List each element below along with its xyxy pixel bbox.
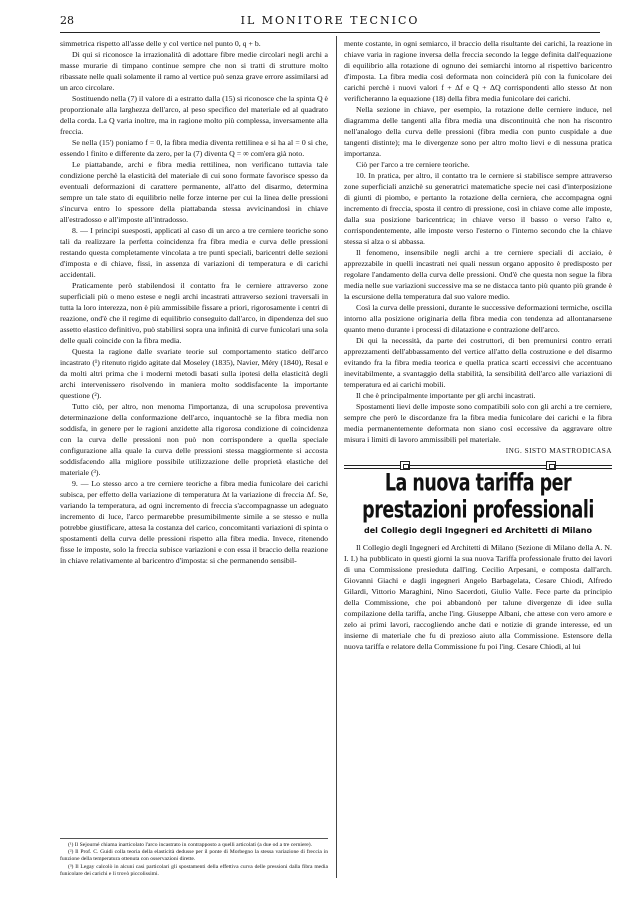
paragraph: Di qui la necessità, da parte dei costruttori, di ben premunirsi contro errati apprezzamenti dell'abbassamento del vertice all'atto della costruzione e del disarmo evitando fra la fibra media teorica e quella pratica scarti eccessivi che accentuano inevitabilmente, a svantaggio della stabilità, la sensibilità dell'arco alle variazioni di temperatura ed ai carichi mobili. xyxy=(344,336,612,389)
header-rule xyxy=(60,32,600,33)
paragraph: Le piattabande, archi e fibra media rettilinea, non verificano tuttavia tale condizione perchè la elasticità del materiale di cui sono formate favorisce spesso da eventuali deformazioni di carattere permanente, all'atto del disarmo, determina sempre un tale stato di equilibrio nelle forze interne per cui la linea delle pressioni s'incurva entro lo spessore della piattabanda stessa avvicinandosi in chiave all'estradosso e all'imposte all'intradosso. xyxy=(60,160,328,224)
paragraph: Se nella (15') poniamo f = 0, la fibra media diventa rettilinea e si ha al = 0 si che, essendo l finito e differente da zero, per la (7) diventa Q = ∞ com'era già noto. xyxy=(60,138,328,158)
paragraph: 9. — Lo stesso arco a tre cerniere teoriche a fibra media funicolare dei carichi subisca, per effetto della variazione di temperatura Δt la variazione di freccia Δf. Se, variando la temperatura, ad ogni incremento di freccia s'accompagnasse un adeguato incremento di luce, l'arco permarebbe presumibilmente simile a se stesso e nulla potrebbe giustificare, attesa la costanza del carico, concomitanti variazioni di spinta o spostamenti della curva delle pressioni rispetto alla fibra media. Invece, ritenendo fisse le imposte, solo la freccia subisce variazioni e con essa il braccio della reazione in chiave relativamente al baricentro d'imposta: si che permanendo sensibil- xyxy=(60,479,328,565)
paragraph: Questa la ragione dalle svariate teorie sul comportamento statico dell'arco incastrato (¹) ritenuto rigido agitate dal Moseley (1835), Navier, Méry (1840), Resal e da molti altri prima che i moderni metodi basati sulla ipotesi della elasticità degli archi intervenissero risolvendo in maniera molto soddisfacente la importante questione (²). xyxy=(60,347,328,400)
article-headline: La nuova tariffa per prestazioni professionali xyxy=(362,470,594,524)
paragraph: mente costante, in ogni semiarco, il braccio della risultante dei carichi, la reazione in chiave varia in ragione inversa della freccia secondo la legge definita dall'equazione di equilibrio alla rotazione di ognuno dei semiarchi intorno al rispettivo baricentro d'imposta. La fibra media così deformata non coinciderà più con la funicolare dei carichi perchè i nuovi valori f + Δf e Q + ΔQ corrispondenti allo stesso Δt non verificheranno la equazione (18) della fibra media funicolare dei carichi. xyxy=(344,39,612,103)
footnote: (²) Il Prof. C. Guidi colla teoria della elasticità dedusse per il ponte di Morbegno la stessa variazione di freccia in funzione della temperatura ottenuta con osservazioni dirette. xyxy=(60,849,328,863)
page-header xyxy=(60,14,600,32)
paragraph: Nella sezione in chiave, per esempio, la rotazione delle cerniere induce, nel diagramma delle tangenti alla fibra media una discontinuità che non ha riscontro nell'analogo della curva delle pressioni (fibra media con punto cuspidale a due tangenti distinte); ma le divergenze sono per altro molto lievi e di nessuna pratica importanza. xyxy=(344,105,612,158)
page-number: 28 xyxy=(60,14,74,27)
ornament-icon xyxy=(400,461,410,470)
right-column xyxy=(344,38,612,878)
footnote: (³) Il Legay calcolò in alcuni casi particolari gli spostamenti della effettiva curva delle pressioni dalla fibra media funicolare dei carichi e li trovò piccolissimi. xyxy=(60,863,328,877)
paragraph: Spostamenti lievi delle imposte sono compatibili solo con gli archi a tre cerniere, sempre che però le discordanze fra la fibra media funicolare dei carichi e la fibra media permanentemente deformata non siano così eccessive da aggravare oltre misura i limiti di lavoro ammissibili pel materiale. xyxy=(344,402,612,444)
article-body: Il Collegio degli Ingegneri ed Architetti di Milano (Sezione di Milano della A. N. I. I.) ha pubblicato in questi giorni la sua nuova Tariffa professionale frutto dei lavori di una Commissione presieduta dall'ing. Cecilio Arpesani, e composta dall'arch. Giovanni Giachi e dagli ingegneri Angelo Barbagelata, Cesare Chiodi, Alfredo Gilardi, Vittorio Maraghini, Nino Sacerdoti, Giulio Valle. Fece parte da principio della Commissione, che poi abbandonò per talune divergenze di idee sulla compilazione della tariffa, anche l'ing. Giuseppe Albani, che attese con vero amore e zelo ai primi lavori, raccogliendo anche dati e notizie di grande interesse, ed un insieme di materiale che fu di prezioso aiuto alla Commissione. Estensore della nuova tariffa e relatore della Commissione fu poi l'ing. Cesare Chiodi, al lui xyxy=(344,543,612,651)
paragraph: Il fenomeno, insensibile negli archi a tre cerniere speciali di acciaio, è apprezzabile in quelli incastrati nei quali nessun organo apposito è predisposto per regolare l'andamento della curva delle pressioni. Ond'è che questa non segue la fibra media nelle sue variazioni successive ma se ne distacca tanto più quanto più grande è la escursione della temperatura dal suo valore medio. xyxy=(344,248,612,301)
paragraph: simmetrica rispetto all'asse delle y col vertice nel punto 0, q + b. xyxy=(60,39,261,48)
paragraph: Sostituendo nella (7) il valore di a estratto dalla (15) si riconosce che la spinta Q è proporzionale alla larghezza dell'arco, al peso specifico del materiale ed al quadrato della corda. La Q varia inoltre, ma in ragione molto più complessa, inversamente alla freccia. xyxy=(60,94,328,136)
article-subheadline: del Collegio degli Ingegneri ed Architetti di Milano xyxy=(364,526,592,535)
paragraph: Di qui si riconosce la irrazionalità di adottare fibre medie circolari negli archi a masse murarie di timpano continue sempre che non si tratti di strutture molto ribassate nelle quali solamente il ramo al vertice può senza grave errore assimilarsi ad un arco circolare. xyxy=(60,50,328,92)
author-signature: ING. SISTO MASTRODICASA xyxy=(505,447,612,455)
paragraph: Ciò per l'arco a tre cerniere teoriche. xyxy=(356,160,470,169)
column-divider xyxy=(336,36,337,878)
ornament-icon xyxy=(546,461,556,470)
footnote: (¹) Il Sejourné chiama inarticolato l'arco incastrato in contrapposto a quelli articolati (a due od a tre cerniere). xyxy=(68,842,313,848)
left-column xyxy=(60,38,328,870)
paragraph: Tutto ciò, per altro, non menoma l'importanza, di una scrupolosa preventiva determinazione della conformazione dell'arco, inquantochè se la fibra media non soddisfa, in genere per le ragioni anzidette alla rigorosa condizione di coincidenza con la curva delle pressioni non può non corrispondere a quella speciale configurazione alla quale la curva delle pressioni stessa maggiormente si accosta soddisfacendo alla migliore possibile utilizzazione delle proprietà elastiche del materiale (³). xyxy=(60,402,328,477)
footnotes xyxy=(60,842,328,878)
paragraph: 10. In pratica, per altro, il contatto tra le cerniere si stabilisce sempre attraverso zone superficiali anzichè su generatrici matematiche specie nei casi d'interposizione di giunti di piombo, e pertanto la rotazione della cerniera, che accompagna ogni incremento di freccia, sposta il centro di pressione, così in chiave come alle imposte, dalla sua posizione baricentrica; in chiave verso il basso o verso l'alto e, corrispondentemente, alle imposte verso l'esterno o l'interno secondo che la chiave stessa si alza o si abbassa. xyxy=(344,171,612,246)
journal-title: IL MONITORE TECNICO xyxy=(240,14,420,27)
footnote-rule xyxy=(60,838,328,839)
divider-line xyxy=(344,465,612,469)
paragraph: Il che è principalmente importante per gli archi incastrati. xyxy=(356,391,536,400)
paragraph: Così la curva delle pressioni, durante le successive deformazioni termiche, oscilla intorno alla posizione originaria della fibra media con tendenza ad allontanarsene quanto meno durante i processi di dilatazione e contrazione dell'arco. xyxy=(344,303,612,334)
paragraph: 8. — I principi suesposti, applicati al caso di un arco a tre cerniere teoriche sono tali da realizzare la perfetta coincidenza fra fibra media e curva delle pressioni restando questa completamente vincolata a tre punti speciali, baricentri delle sezioni d'imposta e di chiave, fissi, in assenza di variazioni di temperatura e di carichi accidentali. xyxy=(60,226,328,279)
paragraph: Praticamente però stabilendosi il contatto fra le cerniere attraverso zone superficiali più o meno estese e negli archi incastrati attraverso sezioni traversali in tutta la loro interezza, non è più ammissibile fissare a priori, rigorosamente i centri di reazione, ond'è che il regime di equilibrio conseguito dall'arco, in dipendenza del suo assetto elastico definitivo, può stabilirsi sopra una infinità di curve funicolari una sola delle quali coincide con la fibra media. xyxy=(60,281,328,345)
